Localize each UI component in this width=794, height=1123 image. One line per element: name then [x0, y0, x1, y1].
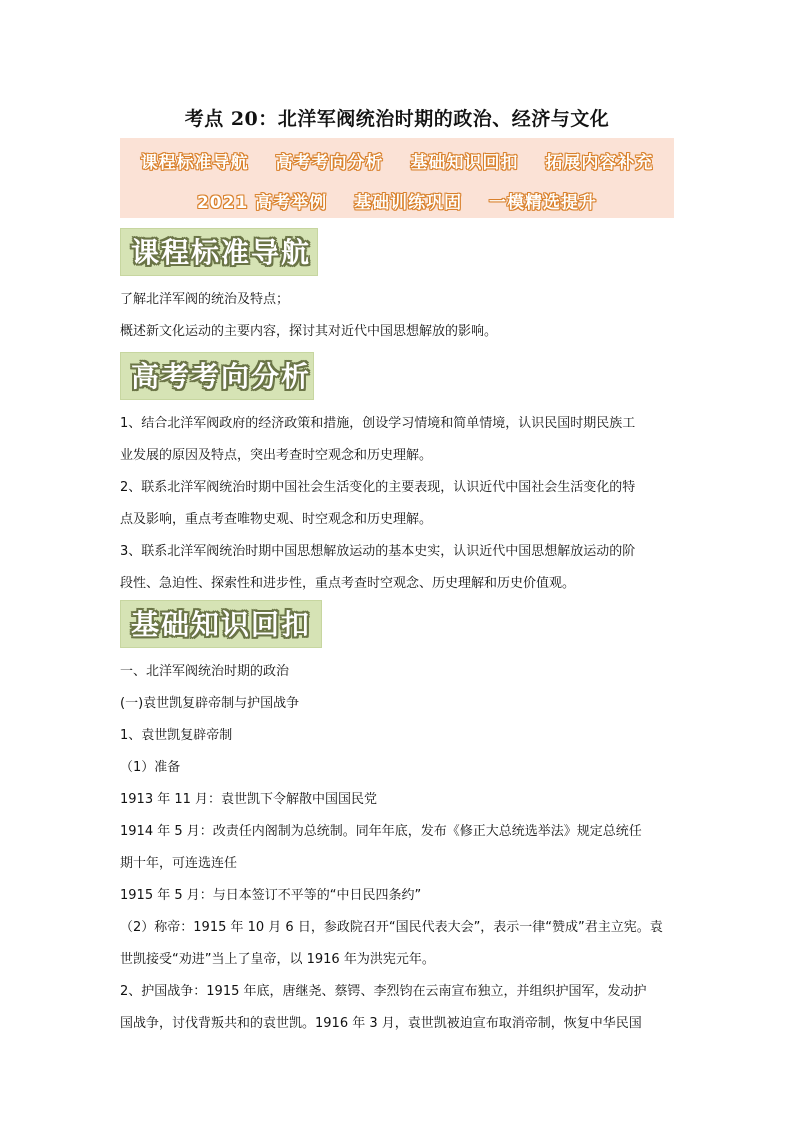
nav-item-extension[interactable]: 拓展内容补充 — [545, 153, 654, 173]
nav-item-basics[interactable]: 基础知识回扣 — [410, 153, 519, 173]
standard-text — [120, 284, 680, 348]
section-heading-analysis: 高考考向分析 — [120, 352, 314, 400]
section-heading-basics: 基础知识回扣 — [120, 600, 322, 648]
text-line: 业发展的原因及特点，突出考查时空观念和历史理解。 — [120, 448, 433, 463]
text-line: （2）称帝：1915 年 10 月 6 日，参政院召开“国民代表大会”，表示一律“赞成”君主立宪。袁 — [120, 920, 663, 935]
section-nav-box — [120, 138, 674, 218]
text-line: 2、护国战争：1915 年底，唐继尧、蔡锷、李烈钧在云南宣布独立，并组织护国军，发动护 — [120, 984, 647, 999]
text-line: 点及影响，重点考查唯物史观、时空观念和历史理解。 — [120, 512, 433, 527]
nav-item-analysis[interactable]: 高考考向分析 — [275, 153, 384, 173]
text-line: 概述新文化运动的主要内容，探讨其对近代中国思想解放的影响。 — [120, 324, 498, 339]
text-line: 一、北洋军阀统治时期的政治 — [120, 664, 290, 679]
text-line: 世凯接受“劝进”当上了皇帝，以 1916 年为洪宪元年。 — [120, 952, 435, 967]
nav-item-basic-training[interactable]: 基础训练巩固 — [354, 193, 463, 213]
nav-row-2 — [120, 188, 674, 213]
text-line: 1、袁世凯复辟帝制 — [120, 728, 233, 743]
text-line: 2、联系北洋军阀统治时期中国社会生活变化的主要表现，认识近代中国社会生活变化的特 — [120, 480, 636, 495]
text-line: 1、结合北洋军阀政府的经济政策和措施，创设学习情境和简单情境，认识民国时期民族工 — [120, 416, 636, 431]
nav-row-1 — [120, 148, 674, 173]
text-line: 了解北洋军阀的统治及特点； — [120, 292, 290, 307]
text-line: 3、联系北洋军阀统治时期中国思想解放运动的基本史实，认识近代中国思想解放运动的阶 — [120, 544, 636, 559]
nav-item-mock-selection[interactable]: 一模精选提升 — [489, 193, 598, 213]
text-line: 1915 年 5 月：与日本签订不平等的“中日民四条约” — [120, 888, 422, 903]
basics-text — [120, 656, 680, 1040]
nav-item-exam-examples[interactable]: 2021 高考举例 — [196, 193, 328, 213]
page-title: 考点 20：北洋军阀统治时期的政治、经济与文化 — [184, 108, 610, 130]
section-heading-standard: 课程标准导航 — [120, 228, 318, 276]
text-line: 国战争，讨伐背叛共和的袁世凯。1916 年 3 月，袁世凯被迫宣布取消帝制，恢复中华民国 — [120, 1016, 642, 1031]
analysis-text — [120, 408, 680, 600]
text-line: （1）准备 — [120, 760, 181, 775]
text-line: 1914 年 5 月：改责任内阁制为总统制。同年年底，发布《修正大总统选举法》规定总统任 — [120, 824, 642, 839]
text-line: 段性、急迫性、探索性和进步性，重点考查时空观念、历史理解和历史价值观。 — [120, 576, 576, 591]
text-line: 1913 年 11 月：袁世凯下令解散中国国民党 — [120, 792, 378, 807]
nav-item-standard[interactable]: 课程标准导航 — [140, 153, 249, 173]
text-line: (一)袁世凯复辟帝制与护国战争 — [120, 696, 300, 711]
text-line: 期十年，可连选连任 — [120, 856, 238, 871]
